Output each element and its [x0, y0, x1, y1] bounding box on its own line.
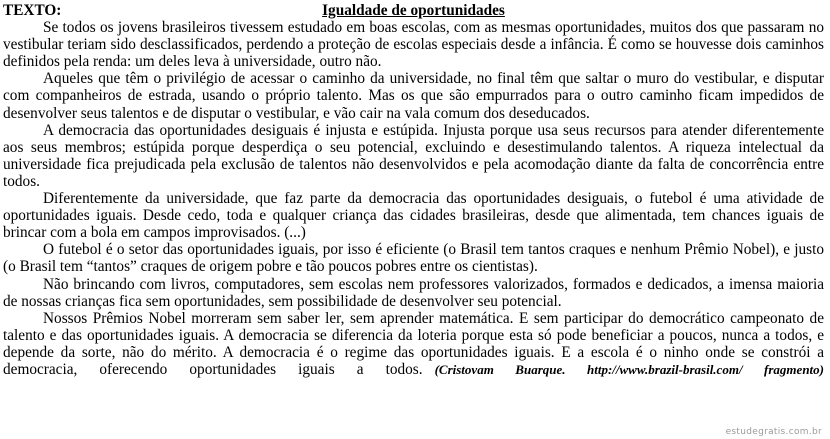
watermark: estudegratis.com.br: [725, 427, 822, 437]
paragraph-6: Não brincando com livros, computadores, sem escolas nem professores valorizados, formados e dedicados, a imensa maioria de nossas crianças fica sem oportunidades, sem possibilidade de desenvolver seu potencial.: [3, 275, 824, 310]
source-citation: (Cristovam Buarque. http://www.brazil-brasil.com/ fragmento): [434, 361, 824, 377]
paragraph-3: A democracia das oportunidades desiguais é injusta e estúpida. Injusta porque usa seus recursos para atender diferentemente aos seus membros; estúpida porque desperdiça o seu potencial, excluindo e desestimulando talentos. A riqueza intelectual da universidade fica prejudicada pela exclusão de talentos não desenvolvidos e pela acomodação diante da falta de concorrência entre todos.: [3, 121, 824, 190]
paragraph-5: O futebol é o setor das oportunidades iguais, por isso é eficiente (o Brasil tem tantos craques e nenhum Prêmio Nobel), e justo (o Brasil tem “tantos” craques de origem pobre e tão poucos pobres entre os cientistas).: [3, 241, 824, 276]
document: [3, 2, 824, 378]
text-label: TEXTO:: [3, 2, 62, 19]
paragraph-4: Diferentemente da universidade, que faz parte da democracia das oportunidades desiguais, o futebol é uma atividade de oportunidades iguais. Desde cedo, toda e qualquer criança das cidades brasileiras, desde que alimentada, tem chances iguais de brincar com a bola em campos improvisados. (...): [3, 190, 824, 242]
paragraph-1: Se todos os jovens brasileiros tivessem estudado em boas escolas, com as mesmas oportunidades, muitos dos que passaram no vestibular teriam sido desclassificados, perdendo a proteção de escolas especiais desde a infância. É como se houvesse dois caminhos definidos pela renda: um deles leva à universidade, outro não.: [3, 19, 824, 71]
document-title: Igualdade de oportunidades: [322, 2, 505, 19]
paragraph-7: [3, 310, 824, 378]
paragraph-2: Aqueles que têm o privilégio de acessar o caminho da universidade, no final têm que saltar o muro do vestibular, e disputar com companheiros de estrada, usando o próprio talento. Mas os que são empurrados para o outro caminho ficam impedidos de desenvolver seus talentos e de disputar o vestibular, e vão cair na vala comum dos deseducados.: [3, 70, 824, 122]
paragraph-7-text: Nossos Prêmios Nobel morreram sem saber ler, sem aprender matemática. E sem participar do democrático campeonato de talento e das oportunidades iguais. A democracia se diferencia da loteria porque esta só pode beneficiar a poucos, nunca a todos, e depende da sorte, não do mérito. A democracia é o regime das oportunidades iguais. E a escola é o ninho onde se constrói a democracia, oferecendo oportunidades iguais a todos.: [3, 309, 824, 378]
document-header: [3, 2, 824, 19]
